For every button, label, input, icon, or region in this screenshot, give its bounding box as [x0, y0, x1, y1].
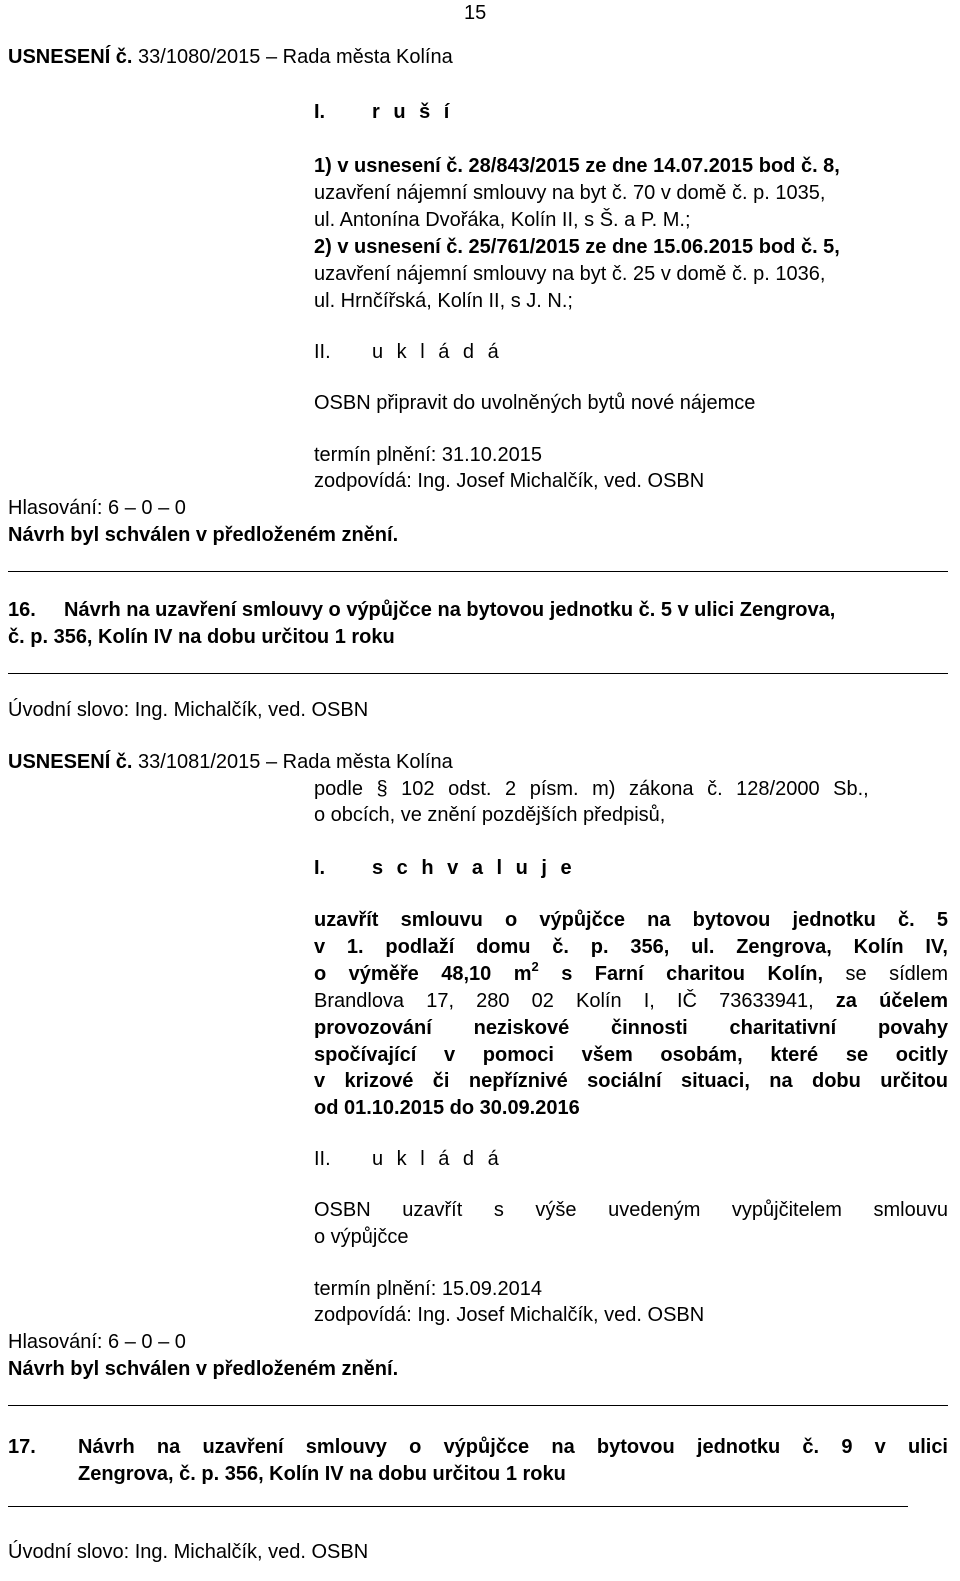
body-line4 — [314, 988, 948, 1015]
divider — [8, 673, 948, 674]
body-line7: v krizové či nepříznivé sociální situaci, na dobu určitou — [314, 1070, 948, 1092]
body-line1: uzavřít smlouvu o výpůjčce na bytovou jednotku č. 5 — [314, 909, 948, 931]
approval-statement: Návrh byl schválen v předloženém znění. — [8, 1358, 399, 1380]
body-line6: spočívající v pomoci všem osobám, které se ocitly — [314, 1044, 948, 1066]
divider — [8, 1506, 908, 1507]
resolution-number: 33/1081/2015 – Rada města Kolína — [138, 751, 453, 773]
responsible: zodpovídá: Ing. Josef Michalčík, ved. OSBN — [314, 470, 705, 492]
roman-numeral-1: I. — [314, 101, 326, 123]
resolution-title — [8, 44, 453, 71]
verb-rusi: r u š í — [372, 101, 454, 123]
item2-line2: uzavření nájemní smlouvy na byt č. 25 v domě č. p. 1036, — [314, 263, 826, 285]
body-line5: provozování neziskové činnosti charitativní povahy — [314, 1017, 948, 1039]
resolution-title — [8, 749, 453, 776]
body-line3-part3: se sídlem — [823, 963, 948, 985]
agenda-item-title-line1: Návrh na uzavření smlouvy o výpůjčce na bytovou jednotku č. 9 v ulici — [78, 1436, 948, 1458]
item1-line3: ul. Antonína Dvořáka, Kolín II, s Š. a P. M.; — [314, 209, 691, 231]
roman-numeral-2: II. — [314, 341, 331, 363]
approval-statement: Návrh byl schválen v předloženém znění. — [8, 524, 399, 546]
divider — [8, 1405, 948, 1406]
legal-basis-line1: podle § 102 odst. 2 písm. m) zákona č. 128/2000 Sb., — [314, 778, 869, 800]
vote-result: Hlasování: 6 – 0 – 0 — [8, 1331, 186, 1353]
body-line3 — [314, 961, 948, 988]
verb-uklada: u k l á d á — [372, 341, 503, 363]
page-number: 15 — [464, 2, 487, 24]
intro-speaker: Úvodní slovo: Ing. Michalčík, ved. OSBN — [8, 1541, 369, 1563]
task-line2: o výpůjčce — [314, 1226, 409, 1248]
verb-schvaluje: s c h v a l u j e — [372, 857, 576, 879]
deadline: termín plnění: 15.09.2014 — [314, 1278, 542, 1300]
body-line3-part1: o výměře 48,10 m — [314, 963, 532, 985]
deadline: termín plnění: 31.10.2015 — [314, 444, 542, 466]
body-line8: od 01.10.2015 do 30.09.2016 — [314, 1097, 580, 1119]
item2-line3: ul. Hrnčířská, Kolín II, s J. N.; — [314, 290, 573, 312]
task-text: OSBN připravit do uvolněných bytů nové nájemce — [314, 392, 756, 414]
agenda-item-number: 17. — [8, 1436, 36, 1458]
body-line3-part2: s Farní charitou Kolín, — [538, 963, 824, 985]
item2-line1: 2) v usnesení č. 25/761/2015 ze dne 15.06.2015 bod č. 5, — [314, 236, 840, 258]
body-line4-part1: Brandlova 17, 280 02 Kolín I, IČ 73633941, — [314, 990, 814, 1012]
resolution-label: USNESENÍ č. — [8, 46, 133, 68]
body-line4-part2: za účelem — [813, 990, 948, 1012]
item1-line1: 1) v usnesení č. 28/843/2015 ze dne 14.07.2015 bod č. 8, — [314, 155, 840, 177]
roman-numeral-1: I. — [314, 857, 326, 879]
divider — [8, 571, 948, 572]
body-line3-sup: 2 — [531, 959, 539, 974]
legal-basis-line2: o obcích, ve znění pozdějších předpisů, — [314, 804, 666, 826]
verb-uklada: u k l á d á — [372, 1148, 503, 1170]
vote-result: Hlasování: 6 – 0 – 0 — [8, 497, 186, 519]
task-line1: OSBN uzavřít s výše uvedeným vypůjčitelem smlouvu — [314, 1199, 948, 1221]
roman-numeral-2: II. — [314, 1148, 331, 1170]
responsible: zodpovídá: Ing. Josef Michalčík, ved. OSBN — [314, 1304, 705, 1326]
agenda-item-number: 16. — [8, 599, 36, 621]
resolution-number: 33/1080/2015 – Rada města Kolína — [138, 46, 453, 68]
resolution-label: USNESENÍ č. — [8, 751, 133, 773]
body-line2: v 1. podlaží domu č. p. 356, ul. Zengrova, Kolín IV, — [314, 936, 948, 958]
item1-line2: uzavření nájemní smlouvy na byt č. 70 v domě č. p. 1035, — [314, 182, 826, 204]
agenda-item-title-line2: Zengrova, č. p. 356, Kolín IV na dobu určitou 1 roku — [78, 1463, 566, 1485]
agenda-item-title-line1: Návrh na uzavření smlouvy o výpůjčce na bytovou jednotku č. 5 v ulici Zengrova, — [64, 599, 836, 621]
intro-speaker: Úvodní slovo: Ing. Michalčík, ved. OSBN — [8, 699, 369, 721]
agenda-item-title-line2: č. p. 356, Kolín IV na dobu určitou 1 roku — [8, 626, 395, 648]
